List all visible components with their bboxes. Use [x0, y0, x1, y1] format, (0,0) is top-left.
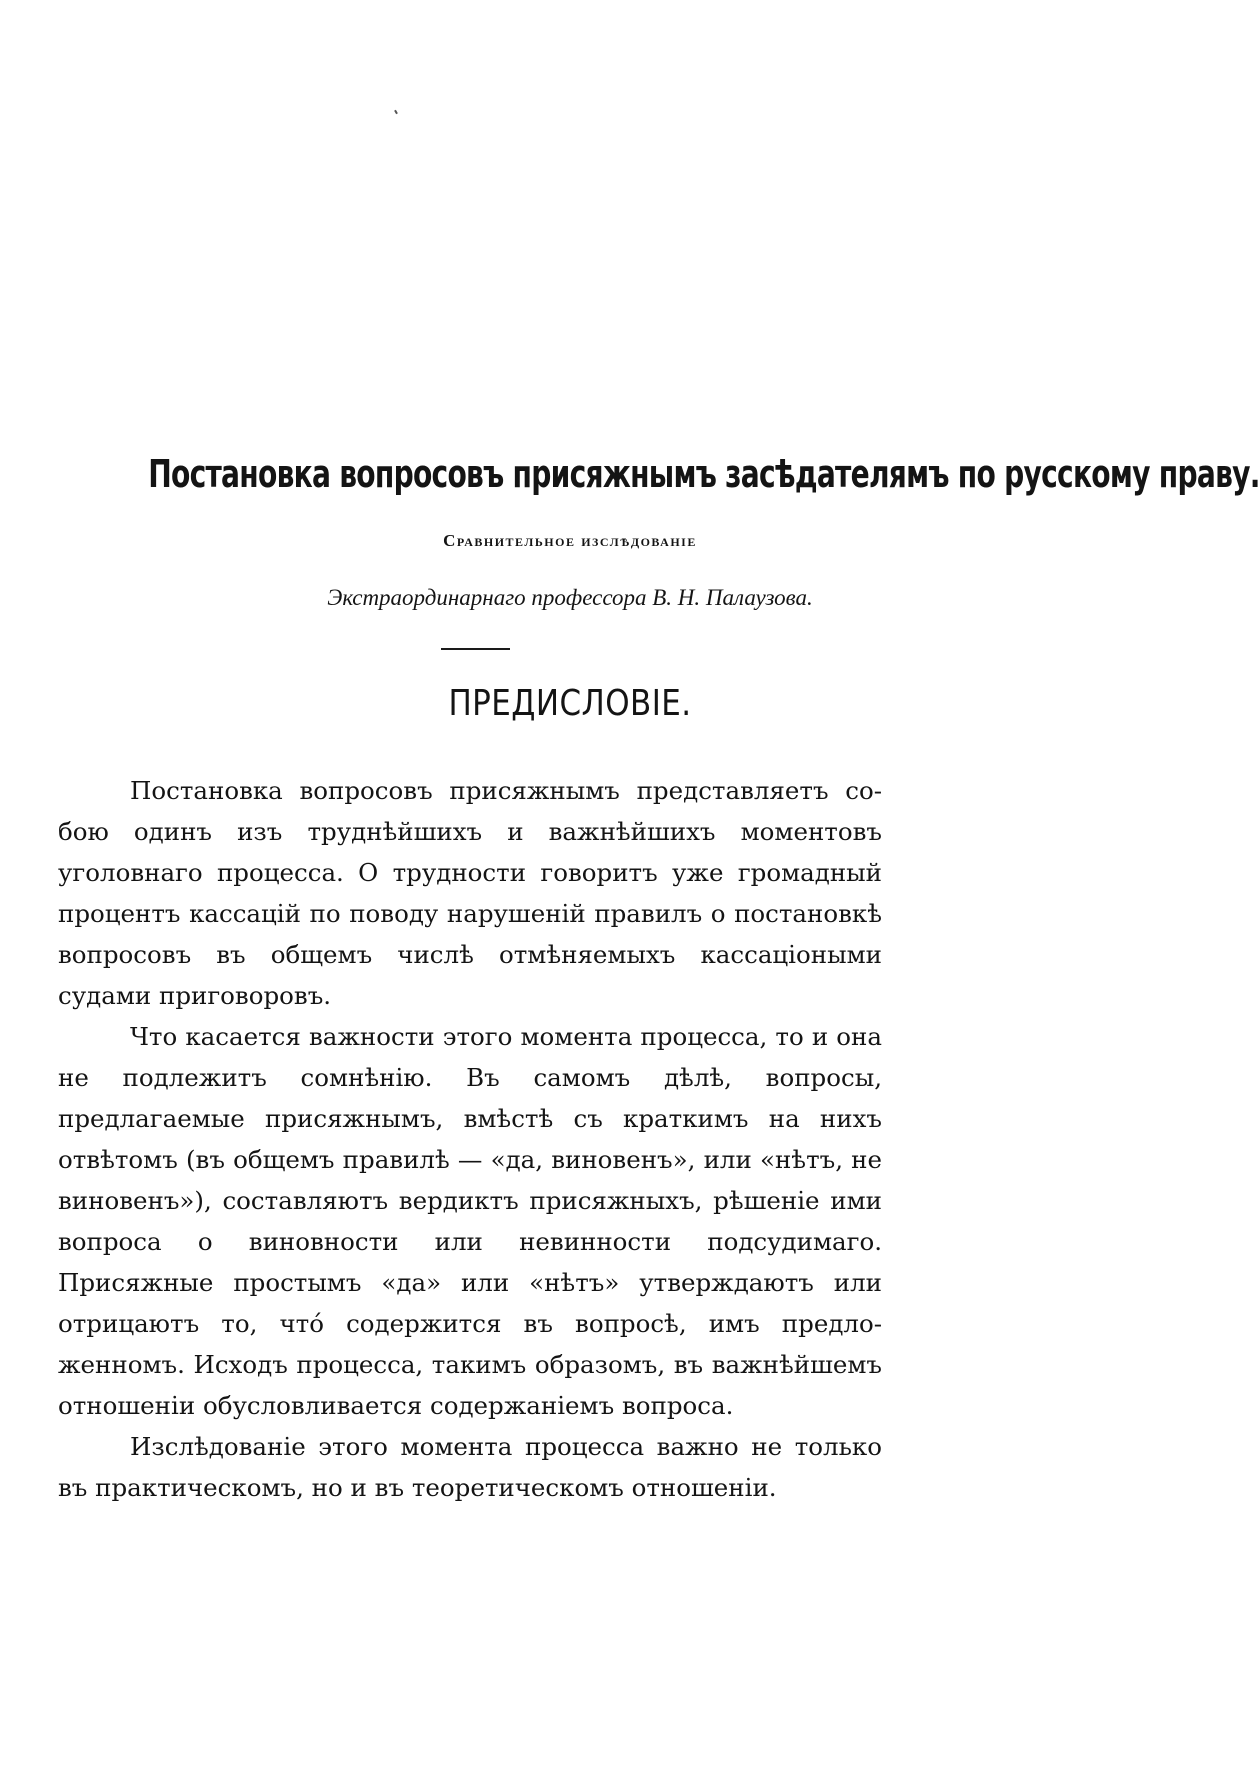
body-text [58, 770, 882, 1508]
document-subtitle: Сравнительное изслѣдованіе [443, 531, 697, 550]
separator-rule [441, 648, 510, 650]
author-line: Экстраординарнаго профессора В. Н. Палаузова. [327, 585, 813, 610]
paragraph-2: Что касается важности этого момента процесса, то и она не подлежитъ сомнѣнію. Въ самомъ дѣлѣ, вопросы, предлагаемые присяжнымъ, вмѣстѣ съ краткимъ на нихъ отвѣтомъ (въ общемъ правилѣ — «да, виновенъ», или «нѣтъ, не виновенъ»), составляютъ вердиктъ присяжныхъ, рѣшеніе ими вопроса о виновности или невинности подсудимаго. Присяжные простымъ «да» или «нѣтъ» утверждаютъ или отрицаютъ то, что́ содержится въ вопросѣ, имъ предложенномъ. Исходъ процесса, такимъ образомъ, въ важнѣйшемъ отношеніи обусловливается содержаніемъ вопроса. [58, 1022, 882, 1420]
section-heading: ПРЕДИСЛОВІЕ. [448, 683, 692, 724]
print-speck [394, 110, 398, 114]
document-title: Постановка вопросовъ присяжнымъ засѣдателямъ по русскому праву. [148, 452, 1260, 496]
paragraph-3: Изслѣдованіе этого момента процесса важно не только въ практическомъ, но и въ теоретическомъ отношеніи. [58, 1432, 882, 1502]
paragraph-1: Постановка вопросовъ присяжнымъ представляетъ собою одинъ изъ труднѣйшихъ и важнѣйшихъ моментовъ уголовнаго процесса. О трудности говоритъ уже громадный процентъ кассацій по поводу нарушеній правилъ о постановкѣ вопросовъ въ общемъ числѣ отмѣняемыхъ кассаціоными судами приговоровъ. [58, 776, 882, 1010]
